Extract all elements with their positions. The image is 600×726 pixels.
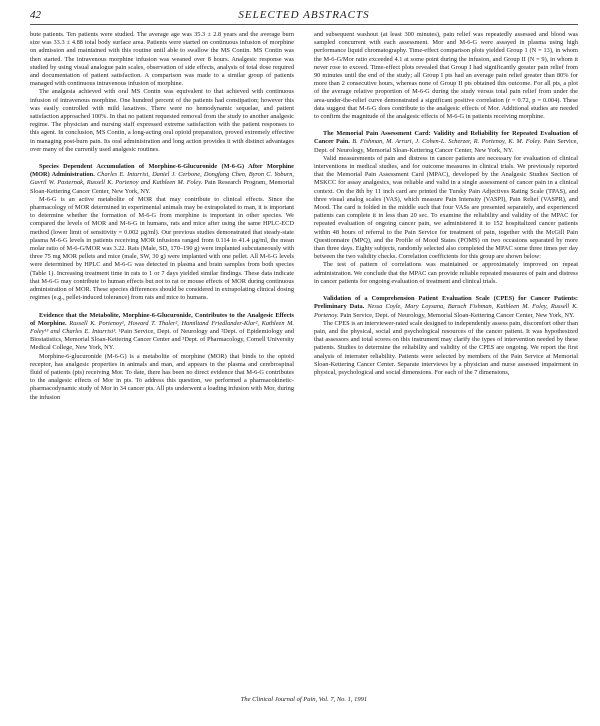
abstract-authors: Nessa Coyle, Mary Loysana, Baruch Fishman, Kathleen M. Foley, Russell K. Portenoy. bbox=[314, 303, 578, 319]
header-rule bbox=[30, 24, 578, 25]
left-column bbox=[30, 31, 294, 693]
abstract-title: Evidence that the Metabolite, Morphine-6-Glucuronide, Contributes to the Analgesic Effects of Morphine. bbox=[30, 311, 294, 327]
abstract-affiliation: Pain Service, Dept. of Neurology, Memorial Sloan-Kettering Cancer Center, New York, NY. bbox=[314, 138, 578, 154]
abstract-authors: B. Fishman, M. Arruri, J. Cohen-L. Scherzer, R. Portenoy, K. M. Foley. bbox=[352, 138, 544, 146]
section-title: SELECTED ABSTRACTS bbox=[238, 9, 370, 21]
abstract-affiliation: Pain Research Program, Memorial Sloan-Kettering Cancer Center, New York, NY. bbox=[30, 179, 294, 195]
abstract-affiliation: Pain Service, Dept. of Neurology, Memorial Sloan-Kettering Cancer Center, New York, NY. bbox=[340, 311, 575, 319]
right-column bbox=[314, 31, 578, 693]
abstract-heading bbox=[314, 295, 578, 320]
abstract-body: M-6-G is an active metabolite of MOR that may contribute to clinical effects. Since the pharmacology of MOR determined in experimental animals may be extrapolated to man, it is important to determine whether the formation of M-6-G from morphine is important in other species. We compared the levels of MOR and M-6-G in humans, rats and mice after using the same HPLC-ECD method (lower limit of sensitivity = 0.002 µg/ml). Our previous studies demonstrated that steady-state plasma M-6-G levels in patients receiving MOR infusions ranged from 0.114 to 41.4 µg/ml, the mean molar ratio of M-6-G/MOR was 3.22. Rats (Male, SD, 170–190 g) were implanted subcutaneously with three 75 mg MOR pellets and mice (male, SW, 30 g) were implanted with one pellet. All M-6-G levels were determined by HPLC and M-6-G was detected in plasma and brain samples from both species (Table 1). Increasing treatment time in rats to 1 or 7 days yielded similar findings. These data indicate that M-6-G may contribute to human effects but not to rat or mouse effects of MOR during continuous administration of MOR. These species differences should be considered in extrapolating clinical dosing regimes (e.g., pellet-induced tolerance) from rats and mice to humans. bbox=[30, 195, 294, 302]
journal-citation: The Clinical Journal of Pain, Vol. 7, No. 1, 1991 bbox=[240, 696, 368, 703]
abstract-heading bbox=[30, 312, 294, 353]
abstract-body: Morphine-6-glucuronide (M-6-G) is a metabolite of morphine (MOR) that binds to the opioid receptor, has analgesic properties in animals and man, and appears in the plasma and cerebrospinal fluid of patients (pts) receiving Mor. To date, there has been no direct evidence that M-6-G contributes to the analgesic effects of Mor in pts. To address this question, we performed a pharmacokinetic-pharmacodynamic study of Mor in 34 cancer pts. All pts underwent a loading infusion with Mor, during the infusion bbox=[30, 352, 294, 401]
continued-paragraph: and subsequent washout (at least 300 minutes), pain relief was repeatedly assessed and blood was sampled concurrent with each assessment. Mor and M-6-G were assayed in plasma using high performance liquid chromatography. Time-effect comparison plots yielded Group 1 (N = 13), in whom the M-6-G/Mor ratio exceeded 4.1 at some point during the infusion, and Group II (N = 9), in whom it never rose to exceed. Time-effect plots revealed that Group I had significantly greater pain relief from 90 minutes until the end of the study; all Group I pts had an average pain relief greater than 80% for more than 2 consecutive hours, whereas none of Group II pts obtained this outcome. For all pts, a plot of the average relative proportion of M-6-G during the study versus total pain relief from under the area-under-the-relief curve demonstrated a significant positive correlation (r = 0.72, p = 0.004). These data suggest that M-6-G does contribute to the analgesic effects of Mor. Additional studies are needed to confirm the magnitude of the analgesic effects of M-6-G in patients receiving morphine. bbox=[314, 31, 578, 121]
page-number: 42 bbox=[30, 9, 41, 21]
abstract-title: Species Dependent Accumulation of Morphine-6-Glucuronide (M-6-G) After Morphine (MOR) Administration. bbox=[30, 163, 294, 179]
paragraph: The analgesia achieved with oral MS Contin was equivalent to that achieved with continuous infusion of intravenous morphine. One hundred percent of the patients had constipation; however this was easily controlled with mild laxatives. There were no hemodynamic sequelae, and patient satisfaction approached 100%. In that no patient requested removal from the study to another analgesic regime. The physician and nursing staff expressed extreme satisfaction with the patient responses to this agent. In conclusion, MS Contin, a long-acting oral opioid preparation, proved extremely effective in managing post-burn pain. Its oral administration and long action provides it with distinct advantages over many of the currently used analgesic routines. bbox=[30, 88, 294, 153]
page-footer bbox=[30, 696, 578, 706]
abstract-body: The CPES is an interviewer-rated scale designed to independently assess pain, discomfort other than pain, and the physical, social and psychological resources of the cancer patient. It was hypothesized that assessors and total scores on this instrument may clarify the types of intervention needed by these patients. Studies to determine the reliability and validity of the CPES are ongoing. We report the first analysis of interrater reliability. Patients were selected by members of the Pain Service at Memorial Sloan-Kettering Cancer Center. Separate interviews by a physician and nurse assessed impairment in physical, psychological and social dimensions. For each of the 7 dimensions, bbox=[314, 319, 578, 376]
abstract-authors: Russell K. Portenoy¹, Howard T. Thaler², Hamiltand Friedlander-Klar², Kathleen M. Foley¹³ and Charles E. Inturrisi³. bbox=[30, 319, 294, 335]
two-column-body bbox=[30, 31, 578, 693]
abstract-affiliation: ¹Pain Service, Dept. of Neurology and ²Dept. of Epidemiology and Biostatistics, Memorial Sloan-Kettering Cancer Center and ³Dept. of Pharmacology, Cornell University Medical College, New York, NY. bbox=[30, 327, 294, 352]
abstract-body: The test of pattern of correlations was maintained or approximately improved on repeat administration. We conclude that the MPAC can provide reliable repeated measures of pain and distress in cancer patients for ongoing evaluation of treatment and clinical trials. bbox=[314, 261, 578, 285]
abstract-authors: Charles E. Inturrisi, Daniel J. Cerbone, Dongfang Chen, Byron C. Yoburn, Gavril W. Pasternak, Russell K. Portenoy and Kathleen M. Foley. bbox=[30, 171, 294, 187]
abstract-heading bbox=[30, 163, 294, 196]
abstract-title: Validation of a Comprehension Patient Evaluation Scale (CPES) for Cancer Patients: Preliminary Data. bbox=[314, 295, 578, 311]
abstract-title: The Memorial Pain Assessment Card: Validity and Reliability for Repeated Evaluation of Cancer Pain. bbox=[314, 130, 578, 146]
continued-paragraph: bute patients. Ten patients were studied. The average age was 35.3 ± 2.8 years and the average burn size was 33.3 ± 4.88 total body surface area. Patients were started on continuous infusion of morphine on admission and maintained with this routine until able to swallow the MS Contin. MS Contin was then started. The intravenous morphine infusion was weaned over 8 hours. Analgesic response was studied by using visual analogue pain scales, observation of side effects, analysis of total dose required and documentation of patient satisfaction. A comparison was made to a similar group of patients managed with continuous intravenous infusion of morphine. bbox=[30, 31, 294, 88]
running-head bbox=[30, 9, 578, 23]
abstract-body: Valid measurements of pain and distress in cancer patients are necessary for evaluation of clinical interventions in medical studies, and for outcome measures in clinical trials. We previously reported that the Memorial Pain Assessment Card (MPAC), developed by the Analgesic Studies Section of MSKCC for assay analgesics, was reliable and valid in a single assessment of cancer pain in a clinical context. On the 8th by 11 inch card are printed the Tursky Pain Adjectives Rating Scale (TPAS), and three visual analog scales (VAS), which measure Pain Intensity (VASPI), Pain Relief (VASPR), and Mood. The card is folded in the middle such that four VASs are presented separately, and experienced patients can complete it in less than 20 sec. To examine the reliability and validity of the MPAC for repeated evaluation of ongoing cancer pain, we administered it to 152 hospitalized cancer patients within 48 hours of referral to the Pain Service for treatment of pain, together with the McGill Pain Questionnaire (MPQ), and the Profile of Mood States (POMS) on two occasions separated by more than three days. Eighty subjects, randomly selected also completed the MPAC some three times per day between the two validity checks. Correlation coefficients for this group are shown below: bbox=[314, 154, 578, 261]
abstract-heading bbox=[314, 130, 578, 155]
